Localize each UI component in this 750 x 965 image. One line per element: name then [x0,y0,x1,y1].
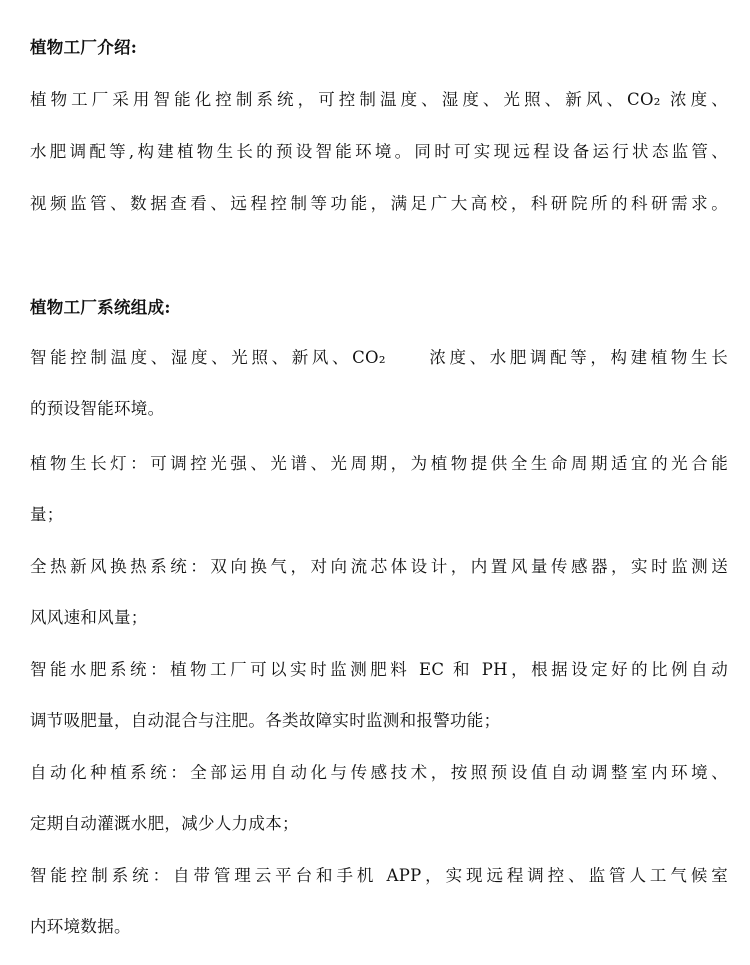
control-system-line-1: 智能控制系统：自带管理云平台和手机 APP，实现远程调控、监管人工气候室 [30,866,728,885]
grow-light-line-1: 植物生长灯：可调控光强、光谱、光周期，为植物提供全生命周期适宜的光合能 [30,454,728,473]
automation-line-2: 定期自动灌溉水肥，减少人力成本； [30,814,299,833]
automation-line-1: 自动化种植系统：全部运用自动化与传感技术，按照预设值自动调整室内环境、 [30,763,728,782]
intro-line-1: 植物工厂采用智能化控制系统，可控制温度、湿度、光照、新风、CO₂ 浓度、 [30,90,728,109]
composition-line-2: 的预设智能环境。 [30,399,165,418]
intro-heading: 植物工厂介绍: [30,38,138,57]
composition-heading: 植物工厂系统组成: [30,298,171,317]
intro-line-2: 水肥调配等,构建植物生长的预设智能环境。同时可实现远程设备运行状态监管、 [30,142,728,161]
grow-light-line-2: 量； [30,505,64,524]
fertigation-line-2: 调节吸肥量，自动混合与注肥。各类故障实时监测和报警功能； [30,711,501,730]
composition-line-1: 智能控制温度、湿度、光照、新风、CO₂ 浓度、水肥调配等，构建植物生长 [30,348,728,367]
fresh-air-line-1: 全热新风换热系统：双向换气，对向流芯体设计，内置风量传感器，实时监测送 [30,557,728,576]
fresh-air-line-2: 风风速和风量； [30,608,148,627]
control-system-line-2: 内环境数据。 [30,917,131,936]
fertigation-line-1: 智能水肥系统：植物工厂可以实时监测肥料 EC 和 PH，根据设定好的比例自动 [30,660,728,679]
intro-line-3: 视频监管、数据查看、远程控制等功能，满足广大高校，科研院所的科研需求。 [30,194,728,213]
